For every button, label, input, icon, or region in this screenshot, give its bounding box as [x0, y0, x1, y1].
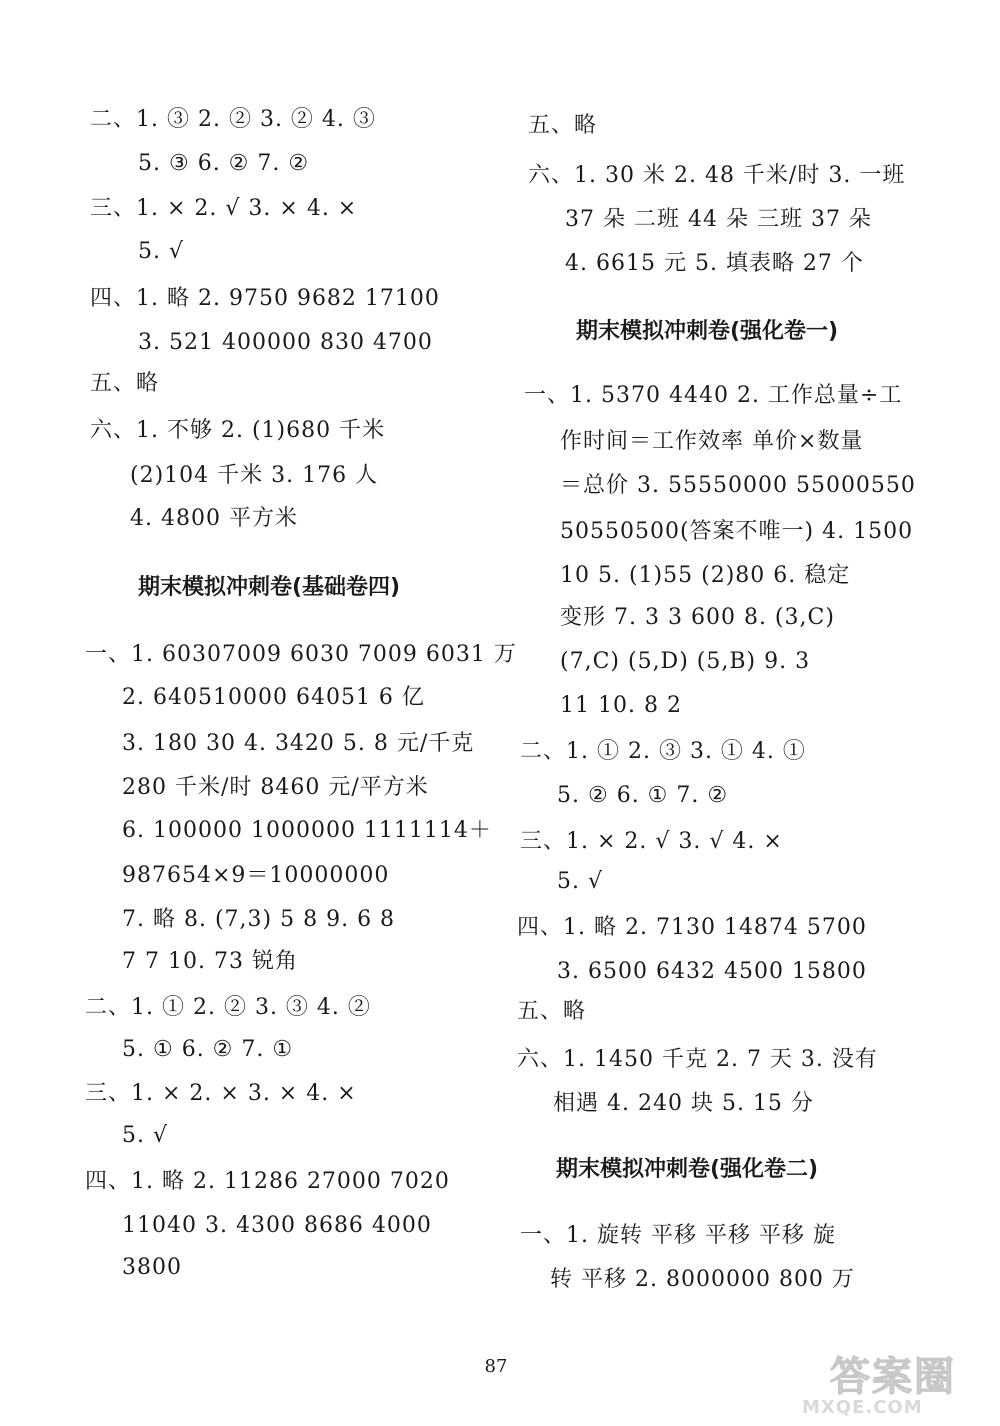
watermark-logo — [790, 1355, 990, 1421]
answer-line: 五、略 — [90, 371, 160, 396]
page-number: 87 — [484, 1356, 508, 1377]
answer-line: 11040 3. 4300 8686 4000 — [122, 1213, 432, 1238]
answer-line: 5. ① 6. ② 7. ① — [122, 1037, 294, 1062]
answer-line: 相遇 4. 240 块 5. 15 分 — [553, 1091, 814, 1116]
answer-line: 四、1. 略 2. 7130 14874 5700 — [517, 915, 867, 940]
answer-line: 7. 略 8. (7,3) 5 8 9. 6 8 — [122, 907, 396, 932]
answer-line: 3. 6500 6432 4500 15800 — [557, 959, 867, 984]
answer-line: 五、略 — [528, 113, 598, 138]
answer-line: 六、1. 1450 千克 2. 7 天 3. 没有 — [517, 1047, 878, 1072]
answer-line: 3. 180 30 4. 3420 5. 8 元/千克 — [122, 731, 475, 756]
answer-line: 5. √ — [122, 1123, 169, 1148]
section-title: 期末模拟冲刺卷(强化卷一) — [576, 319, 839, 344]
answer-line: 六、1. 30 米 2. 48 千米/时 3. 一班 — [528, 163, 906, 188]
watermark-url: MXQE.COM — [802, 1397, 923, 1418]
answer-line: 50550500(答案不唯一) 4. 1500 — [560, 519, 914, 544]
answer-line: 转 平移 2. 8000000 800 万 — [550, 1267, 855, 1292]
answer-line: 四、1. 略 2. 11286 27000 7020 — [85, 1169, 450, 1194]
answer-line: 7 7 10. 73 锐角 — [122, 949, 298, 974]
answer-line: 变形 7. 3 3 600 8. (3,C) — [560, 605, 835, 630]
answer-line: 10 5. (1)55 (2)80 6. 稳定 — [560, 563, 851, 588]
answer-line: 一、1. 5370 4440 2. 工作总量÷工 — [524, 383, 903, 408]
answer-line: 280 千米/时 8460 元/平方米 — [122, 775, 429, 800]
answer-line: 4. 4800 平方米 — [130, 506, 298, 531]
answer-line: 6. 100000 1000000 1111114＋ — [122, 818, 492, 843]
answer-line: 二、1. ① 2. ③ 3. ① 4. ① — [520, 739, 806, 764]
answer-line: 11 10. 8 2 — [560, 693, 682, 718]
answer-line: 987654×9＝10000000 — [122, 863, 390, 888]
answer-line: 3800 — [122, 1255, 182, 1280]
section-title: 期末模拟冲刺卷(基础卷四) — [138, 575, 401, 600]
answer-line: 5. ② 6. ① 7. ② — [557, 783, 729, 808]
answer-line: 作时间＝工作效率 单价×数量 — [560, 429, 864, 454]
answer-line: 四、1. 略 2. 9750 9682 17100 — [90, 286, 440, 311]
answer-line: 5. √ — [138, 239, 185, 264]
answer-line: 六、1. 不够 2. (1)680 千米 — [90, 418, 386, 443]
answer-line: 5. ③ 6. ② 7. ② — [138, 151, 310, 176]
answer-line: 二、1. ③ 2. ② 3. ② 4. ③ — [90, 107, 376, 132]
answer-line: 37 朵 二班 44 朵 三班 37 朵 — [565, 207, 872, 232]
answer-line: 5. √ — [557, 869, 604, 894]
answer-line: 三、1. × 2. √ 3. × 4. × — [90, 196, 358, 221]
answer-line: 3. 521 400000 830 4700 — [138, 330, 433, 355]
answer-line: 一、1. 60307009 6030 7009 6031 万 — [85, 642, 517, 667]
answer-line: (2)104 千米 3. 176 人 — [130, 463, 379, 488]
section-title: 期末模拟冲刺卷(强化卷二) — [556, 1157, 819, 1182]
watermark-logo-text: 答案圈 — [830, 1354, 956, 1400]
answer-line: 三、1. × 2. √ 3. √ 4. × — [520, 829, 783, 854]
answer-line: 一、1. 旋转 平移 平移 平移 旋 — [520, 1223, 836, 1248]
answer-line: 2. 640510000 64051 6 亿 — [122, 685, 425, 710]
answer-line: 4. 6615 元 5. 填表略 27 个 — [565, 251, 864, 276]
answer-line: 三、1. × 2. × 3. × 4. × — [85, 1081, 357, 1106]
answer-line: 二、1. ① 2. ② 3. ③ 4. ② — [85, 995, 371, 1020]
answer-line: 五、略 — [517, 999, 587, 1024]
answer-line: ＝总价 3. 55550000 55000550 — [560, 473, 916, 498]
answer-line: (7,C) (5,D) (5,B) 9. 3 — [560, 649, 811, 674]
